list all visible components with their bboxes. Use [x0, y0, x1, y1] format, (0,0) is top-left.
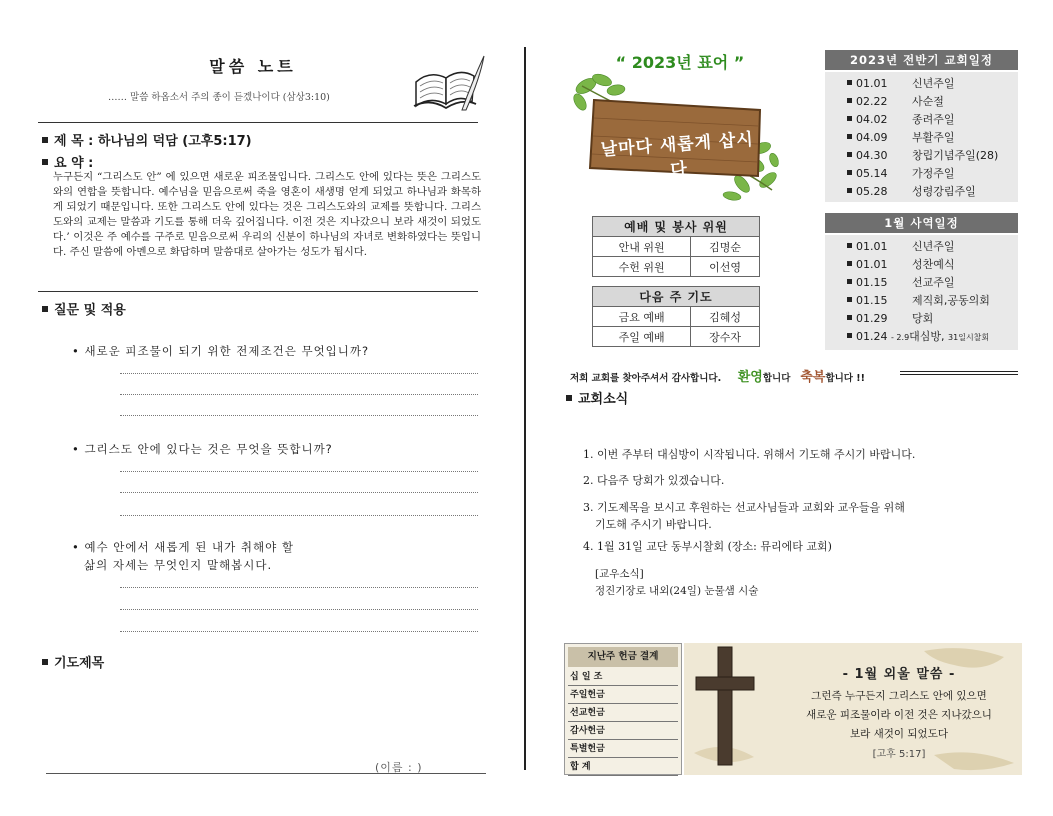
- table-row: [593, 307, 760, 327]
- question-2: • 그리스도 안에 있다는 것은 무엇을 뜻합니까?: [72, 442, 333, 456]
- bullet-icon: [42, 306, 48, 312]
- bullet-icon: [847, 134, 852, 139]
- list-item: [847, 111, 1018, 129]
- table-cell: 안내 위원: [593, 237, 691, 257]
- questions-label: 질문 및 적용: [54, 303, 126, 318]
- church-news-label: 교회소식: [578, 392, 629, 407]
- bullet-icon: [847, 188, 852, 193]
- schedule-event: 종려주일: [912, 113, 955, 126]
- list-item: 2. 다음주 당회가 있겠습니다.: [583, 474, 725, 487]
- answer-line[interactable]: [120, 394, 478, 395]
- bullet-icon: [847, 80, 852, 85]
- list-item: 기도해 주시기 바랍니다.: [595, 518, 712, 531]
- schedule-event: 성찬예식: [912, 258, 955, 271]
- schedule-date: 02.22: [856, 95, 888, 108]
- bullet-icon: [847, 279, 852, 284]
- schedule-date: 01.01: [856, 240, 888, 253]
- list-item: [847, 310, 1018, 328]
- table-cell: 주일 예배: [593, 327, 691, 347]
- bullet-icon: [847, 333, 852, 338]
- schedule-event: 창립기념주일(28): [912, 149, 999, 162]
- schedule-event: 신년주일: [912, 77, 955, 90]
- bullet-icon: [847, 116, 852, 121]
- questions-heading: [42, 299, 126, 318]
- open-book-quill-icon: [410, 52, 486, 114]
- schedule-note: 31일시찰회: [948, 333, 990, 342]
- welcome-divider: [900, 374, 1018, 375]
- question-3: [72, 538, 294, 574]
- memory-verse-line: 보라 새것이 되었도다: [850, 728, 948, 740]
- schedule-event: 선교주일: [912, 276, 955, 289]
- table-cell: 김명순: [691, 237, 760, 257]
- answer-line[interactable]: [120, 373, 478, 374]
- answer-line[interactable]: [120, 415, 478, 416]
- summary-text: 누구든지 “그리스도 안” 에 있으면 새로운 피조물입니다. 그리스도 안에 있다는 뜻은 그리스도와의 연합을 뜻합니다. 예수님을 믿음으로써 죽을 영혼이 새생명 얻게 되었고 하나님과 화목하게 되었기 때문입니다. 또한 그리스도 안에 있다는 것은 그리스도와의 교제를 뜻합니다. 그리스도와의 교제는 말씀과 기도를 통해 더욱 깊어집니다. 이전 것은 지나갔으니 보라 새것이 되었도다.’ 이것은 주 예수를 구주로 믿음으로써 우리의 신분이 하나님의 자녀로 변화하였다는 뜻입니다. 주신 말씀에 아멘으로 화답하며 말씀대로 살아가는 성도가 됩시다.: [53, 171, 481, 259]
- offering-table: [564, 643, 682, 775]
- member-news-text: 정진기장로 내외(24일) 눈물샘 시술: [595, 585, 759, 597]
- bullet-icon: [847, 261, 852, 266]
- list-item: [847, 129, 1018, 147]
- schedule-date: 01.24: [856, 330, 888, 343]
- list-item: [847, 165, 1018, 183]
- blessing-highlight: 축복: [800, 370, 826, 385]
- table-cell: 이선영: [691, 257, 760, 277]
- bullet-icon: [847, 315, 852, 320]
- answer-line[interactable]: [120, 587, 478, 588]
- january-schedule-list: [825, 235, 1018, 350]
- schedule-event: 성령강림주일: [912, 185, 976, 198]
- sermon-note-title: 말씀 노트: [209, 57, 297, 76]
- memory-verse-card: [684, 643, 1022, 775]
- list-item: [847, 328, 1018, 346]
- list-item: 1. 이번 주부터 대심방이 시작됩니다. 위해서 기도해 주시기 바랍니다.: [583, 448, 916, 461]
- member-news-label: [교우소식]: [595, 568, 644, 580]
- bullet-icon: [847, 243, 852, 248]
- list-item: [847, 256, 1018, 274]
- bullet-icon: [847, 170, 852, 175]
- table-row: [593, 327, 760, 347]
- table-cell: 장수자: [691, 327, 760, 347]
- list-item: [847, 93, 1018, 111]
- schedule-date: 01.01: [856, 258, 888, 271]
- schedule-event: 제직회,공동의회: [912, 294, 990, 307]
- table-row: 감사헌금: [568, 722, 678, 740]
- sermon-subject: [42, 130, 252, 149]
- sermon-note-page: [38, 46, 486, 781]
- sermon-subject-text: 제 목 : 하나님의 덕담 (고후5:17): [54, 134, 252, 149]
- summary-divider: [38, 291, 478, 292]
- worship-staff-header: 예배 및 봉사 위원: [593, 217, 760, 237]
- church-news-heading: [566, 388, 628, 407]
- bullet-icon: [42, 659, 48, 665]
- welcome-text: 합니다: [762, 373, 791, 384]
- list-item: [847, 274, 1018, 292]
- list-item: [847, 292, 1018, 310]
- table-row: 십 일 조: [568, 668, 678, 686]
- summary-heading: [42, 152, 93, 171]
- church-schedule-header: 2023년 전반기 교회일정: [825, 50, 1018, 70]
- schedule-event: 대심방,: [909, 330, 945, 343]
- bullet-icon: [566, 395, 572, 401]
- schedule-date: 01.01: [856, 77, 888, 90]
- table-row: [593, 257, 760, 277]
- list-item: [847, 147, 1018, 165]
- memory-verse-line: 새로운 피조물이라 이전 것은 지나갔으니: [806, 709, 992, 721]
- sermon-note-verse: …… 말씀 하옵소서 주의 종이 듣겠나이다 (삼상3:10): [108, 92, 330, 103]
- worship-staff-table: [592, 216, 760, 277]
- church-schedule-list: [825, 72, 1018, 202]
- answer-line[interactable]: [120, 609, 478, 610]
- memory-verse-text: [774, 687, 1022, 744]
- offering-header: 지난주 헌금 결계: [568, 647, 678, 667]
- memory-verse-title: - 1월 외울 말씀 -: [842, 667, 956, 682]
- table-cell: 김혜성: [691, 307, 760, 327]
- table-row: 주일헌금: [568, 686, 678, 704]
- schedule-date-range: - 2.9: [891, 333, 910, 342]
- header-divider: [38, 122, 478, 123]
- memory-verse-reference: [고후 5:17]: [872, 749, 926, 760]
- question-3-line-2: 삶의 자세는 무엇인지 말해봅시다.: [84, 558, 273, 572]
- welcome-divider: [900, 371, 1018, 372]
- bullet-icon: [847, 152, 852, 157]
- schedule-event: 신년주일: [912, 240, 955, 253]
- memory-verse-line: 그런즉 누구든지 그리스도 안에 있으면: [811, 690, 987, 702]
- schedule-event: 부활주일: [912, 131, 955, 144]
- question-3-line-1: • 예수 안에서 새롭게 된 내가 취해야 할: [72, 540, 295, 554]
- schedule-date: 05.28: [856, 185, 888, 198]
- bullet-icon: [847, 297, 852, 302]
- prayer-requests-label: 기도제목: [54, 656, 105, 671]
- list-item: 3. 기도제목을 보시고 후원하는 선교사님들과 교회와 교우들을 위해: [583, 501, 905, 514]
- schedule-date: 01.15: [856, 294, 888, 307]
- bullet-icon: [42, 159, 48, 165]
- next-week-prayer-header: 다음 주 기도: [593, 287, 760, 307]
- schedule-date: 01.15: [856, 276, 888, 289]
- list-item: 4. 1월 31일 교단 동부시찰회 (장소: 뮤리에타 교회): [583, 540, 832, 553]
- table-row: 합 계: [568, 758, 678, 776]
- january-schedule-header: 1월 사역일정: [825, 213, 1018, 233]
- welcome-message: [570, 366, 865, 385]
- schedule-date: 05.14: [856, 167, 888, 180]
- schedule-date: 04.02: [856, 113, 888, 126]
- bullet-icon: [42, 137, 48, 143]
- page-divider: [524, 47, 526, 770]
- summary-label: 요 약 :: [54, 156, 94, 171]
- table-row: 선교헌금: [568, 704, 678, 722]
- table-row: 특별헌금: [568, 740, 678, 758]
- table-row: [593, 237, 760, 257]
- name-field[interactable]: (이름 : ): [375, 761, 423, 774]
- schedule-event: 가정주일: [912, 167, 955, 180]
- schedule-event: 당회: [912, 312, 934, 325]
- next-week-prayer-table: [592, 286, 760, 347]
- list-item: [847, 238, 1018, 256]
- list-item: [847, 183, 1018, 201]
- answer-line[interactable]: [120, 471, 478, 472]
- welcome-text: 합니다 !!: [825, 373, 865, 384]
- schedule-date: 04.09: [856, 131, 888, 144]
- prayer-requests-heading: [42, 652, 104, 671]
- welcome-text: 저희 교회를 찾아주셔서 감사합니다.: [570, 373, 722, 384]
- schedule-event: 사순절: [912, 95, 944, 108]
- answer-line[interactable]: [120, 492, 478, 493]
- question-1: • 새로운 피조물이 되기 위한 전제조건은 무엇입니까?: [72, 344, 370, 358]
- answer-line[interactable]: [120, 631, 478, 632]
- list-item: [847, 75, 1018, 93]
- schedule-date: 04.30: [856, 149, 888, 162]
- bullet-icon: [847, 98, 852, 103]
- welcome-highlight: 환영: [737, 370, 763, 385]
- table-cell: 금요 예배: [593, 307, 691, 327]
- answer-line[interactable]: [120, 515, 478, 516]
- motto-text: 날마다 새롭게 삽시다: [600, 129, 755, 181]
- schedule-date: 01.29: [856, 312, 888, 325]
- table-cell: 수헌 위원: [593, 257, 691, 277]
- footer-divider: [46, 773, 486, 774]
- motto-title: “ 2023년 표어 ”: [615, 53, 745, 72]
